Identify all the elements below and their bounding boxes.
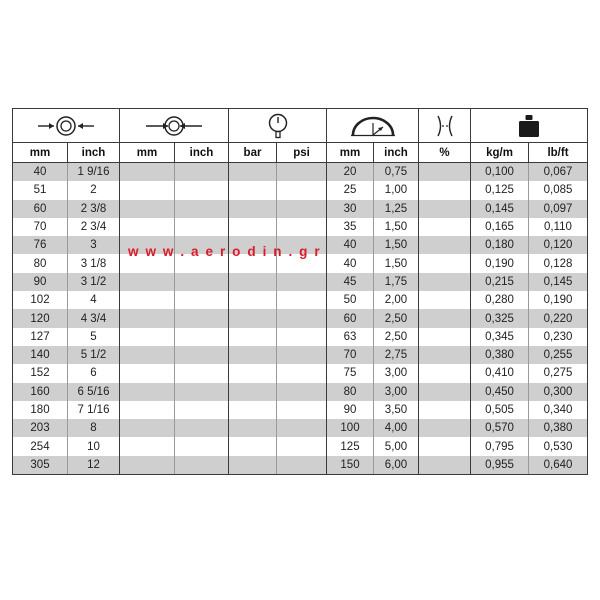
header-od-inch: inch: [68, 143, 120, 162]
cell-od-mm: 76: [13, 236, 68, 254]
cell-weight-lbft: 0,275: [543, 367, 573, 380]
header-vacuum-percent: %: [419, 143, 471, 162]
cell-id-mm: [120, 273, 175, 291]
cell-od-inch: 3 1/8: [68, 254, 120, 272]
cell-weight-kgm: 0,180: [471, 236, 529, 254]
cell-weight-kgm: 0,125: [471, 181, 529, 199]
cell-id-mm: [120, 437, 175, 455]
cell-radius-mm: 80: [327, 383, 374, 401]
cell-radius-inch: 3,00: [374, 383, 419, 401]
cell-pressure-bar: [229, 383, 277, 401]
table-row: [13, 309, 587, 327]
cell-radius-mm: 60: [327, 309, 374, 327]
cell-od-mm: 127: [13, 328, 68, 346]
header-pressure-bar: bar: [229, 143, 277, 162]
cell-od-mm: 140: [13, 346, 68, 364]
cell-radius-mm: 25: [327, 181, 374, 199]
cell-pressure-psi: [277, 291, 327, 309]
cell-weight-kgm: 0,410: [471, 364, 529, 382]
cell-pressure-psi: [277, 181, 327, 199]
header-pressure-psi: psi: [277, 143, 327, 162]
cell-pressure-psi: [277, 273, 327, 291]
cell-weight-lbft: 0,128: [543, 257, 573, 270]
pressure-gauge-icon: [229, 109, 327, 142]
cell-id-mm: [120, 328, 175, 346]
table-row: [13, 401, 587, 419]
cell-vacuum-percent: [419, 254, 471, 272]
cell-weight-kgm: 0,190: [471, 254, 529, 272]
cell-id-inch: [175, 273, 229, 291]
cell-radius-inch: 4,00: [374, 419, 419, 437]
cell-weight-kgm: 0,165: [471, 218, 529, 236]
cell-id-inch: [175, 181, 229, 199]
cell-pressure-psi: [277, 200, 327, 218]
cell-od-inch: 3: [68, 236, 120, 254]
cell-vacuum-percent: [419, 218, 471, 236]
cell-id-inch: [175, 419, 229, 437]
cell-radius-mm: 35: [327, 218, 374, 236]
cell-radius-mm: 125: [327, 437, 374, 455]
cell-id-inch: [175, 346, 229, 364]
cell-id-mm: [120, 383, 175, 401]
cell-weight-kgm: 0,145: [471, 200, 529, 218]
cell-vacuum-percent: [419, 401, 471, 419]
cell-id-inch: [175, 328, 229, 346]
cell-weight-kgm: 0,955: [471, 456, 529, 474]
cell-radius-inch: 1,50: [374, 218, 419, 236]
cell-od-mm: 40: [13, 163, 68, 181]
cell-od-mm: 160: [13, 383, 68, 401]
table-row: [13, 181, 587, 199]
header-id-inch: inch: [175, 143, 229, 162]
cell-vacuum-percent: [419, 346, 471, 364]
cell-od-inch: 7 1/16: [68, 401, 120, 419]
cell-id-inch: [175, 309, 229, 327]
cell-od-mm: 120: [13, 309, 68, 327]
cell-radius-inch: 1,50: [374, 236, 419, 254]
icon-header-row: [13, 109, 587, 143]
cell-id-mm: [120, 291, 175, 309]
cell-od-inch: 6: [68, 364, 120, 382]
header-od-mm: mm: [13, 143, 68, 162]
cell-od-mm: 90: [13, 273, 68, 291]
cell-radius-inch: 2,75: [374, 346, 419, 364]
cell-weight-lbft: 0,145: [543, 275, 573, 288]
cell-weight-kgm: 0,450: [471, 383, 529, 401]
cell-vacuum-percent: [419, 328, 471, 346]
cell-od-mm: 254: [13, 437, 68, 455]
cell-radius-mm: 100: [327, 419, 374, 437]
cell-weight-lbft: 0,340: [543, 404, 573, 416]
cell-radius-inch: 1,75: [374, 273, 419, 291]
weight-icon: [471, 109, 587, 142]
cell-radius-inch: 2,00: [374, 291, 419, 309]
cell-id-inch: [175, 401, 229, 419]
cell-weight-lbft: 0,110: [544, 221, 572, 234]
cell-radius-inch: 0,75: [374, 163, 419, 181]
cell-vacuum-percent: [419, 236, 471, 254]
inner-diameter-icon: [120, 109, 229, 142]
cell-radius-inch: 1,50: [374, 254, 419, 272]
vacuum-icon: [419, 109, 471, 142]
cell-weight-kgm: 0,380: [471, 346, 529, 364]
cell-pressure-psi: [277, 163, 327, 181]
cell-pressure-psi: [277, 364, 327, 382]
cell-pressure-bar: [229, 291, 277, 309]
cell-radius-mm: 70: [327, 346, 374, 364]
cell-pressure-bar: [229, 309, 277, 327]
cell-id-inch: [175, 364, 229, 382]
cell-od-mm: 305: [13, 456, 68, 474]
cell-radius-inch: 3,50: [374, 401, 419, 419]
outer-diameter-icon: [13, 109, 120, 142]
cell-radius-inch: 2,50: [374, 328, 419, 346]
cell-vacuum-percent: [419, 163, 471, 181]
cell-radius-mm: 150: [327, 456, 374, 474]
cell-id-mm: [120, 181, 175, 199]
cell-id-inch: [175, 218, 229, 236]
cell-radius-mm: 45: [327, 273, 374, 291]
cell-pressure-bar: [229, 456, 277, 474]
header-weight-lbft: lb/ft: [547, 146, 569, 159]
table-row: [13, 364, 587, 382]
cell-pressure-bar: [229, 200, 277, 218]
cell-weight-kgm: 0,570: [471, 419, 529, 437]
cell-od-mm: 102: [13, 291, 68, 309]
cell-pressure-bar: [229, 401, 277, 419]
cell-weight-kgm: 0,345: [471, 328, 529, 346]
cell-weight-lbft: 0,640: [543, 458, 573, 471]
cell-radius-inch: 3,00: [374, 364, 419, 382]
cell-od-inch: 1 9/16: [68, 163, 120, 181]
cell-id-mm: [120, 364, 175, 382]
table-body: [13, 163, 587, 474]
cell-radius-inch: 6,00: [374, 456, 419, 474]
cell-id-mm: [120, 200, 175, 218]
cell-radius-mm: 75: [327, 364, 374, 382]
cell-radius-inch: 2,50: [374, 309, 419, 327]
cell-weight-kgm: 0,505: [471, 401, 529, 419]
cell-weight-lbft: 0,220: [543, 312, 573, 325]
cell-pressure-psi: [277, 309, 327, 327]
table-row: [13, 218, 587, 236]
header-id-mm: mm: [120, 143, 175, 162]
cell-weight-lbft: 0,190: [543, 294, 573, 307]
cell-id-inch: [175, 437, 229, 455]
cell-pressure-psi: [277, 437, 327, 455]
cell-weight-lbft: 0,230: [543, 330, 573, 343]
cell-pressure-bar: [229, 419, 277, 437]
cell-od-inch: 4: [68, 291, 120, 309]
cell-radius-mm: 50: [327, 291, 374, 309]
cell-weight-lbft: 0,255: [543, 349, 573, 362]
cell-weight-lbft: 0,380: [543, 422, 573, 435]
cell-od-inch: 5: [68, 328, 120, 346]
cell-od-inch: 3 1/2: [68, 273, 120, 291]
cell-weight-kgm: 0,215: [471, 273, 529, 291]
table-row: [13, 328, 587, 346]
cell-vacuum-percent: [419, 291, 471, 309]
cell-id-mm: [120, 419, 175, 437]
cell-vacuum-percent: [419, 364, 471, 382]
cell-od-mm: 152: [13, 364, 68, 382]
cell-weight-lbft: 0,530: [543, 440, 573, 453]
cell-id-mm: [120, 456, 175, 474]
cell-weight-kgm: 0,100: [471, 163, 529, 181]
cell-pressure-bar: [229, 181, 277, 199]
cell-od-inch: 10: [68, 437, 120, 455]
table-row: [13, 346, 587, 364]
cell-pressure-bar: [229, 346, 277, 364]
cell-id-mm: [120, 163, 175, 181]
cell-weight-kgm: 0,325: [471, 309, 529, 327]
cell-pressure-psi: [277, 383, 327, 401]
header-radius-mm: mm: [327, 143, 374, 162]
cell-pressure-bar: [229, 163, 277, 181]
cell-od-inch: 6 5/16: [68, 383, 120, 401]
table-row: [13, 437, 587, 455]
cell-od-mm: 51: [13, 181, 68, 199]
cell-od-inch: 4 3/4: [68, 309, 120, 327]
cell-vacuum-percent: [419, 456, 471, 474]
cell-pressure-psi: [277, 419, 327, 437]
cell-radius-mm: 63: [327, 328, 374, 346]
cell-weight-kgm: 0,795: [471, 437, 529, 455]
table-row: [13, 163, 587, 181]
bend-radius-icon: [327, 109, 419, 142]
cell-weight-lbft: 0,120: [543, 239, 573, 252]
cell-weight-lbft: 0,085: [543, 184, 573, 197]
cell-weight-lbft: 0,067: [543, 166, 573, 179]
cell-weight-kgm: 0,280: [471, 291, 529, 309]
table-row: [13, 383, 587, 401]
cell-od-inch: 2: [68, 181, 120, 199]
cell-vacuum-percent: [419, 200, 471, 218]
cell-vacuum-percent: [419, 273, 471, 291]
cell-radius-inch: 5,00: [374, 437, 419, 455]
cell-pressure-psi: [277, 328, 327, 346]
header-weight-kgm: kg/m: [471, 143, 529, 162]
cell-vacuum-percent: [419, 309, 471, 327]
cell-pressure-psi: [277, 218, 327, 236]
cell-vacuum-percent: [419, 419, 471, 437]
cell-id-mm: [120, 218, 175, 236]
table-row: [13, 419, 587, 437]
cell-radius-mm: 30: [327, 200, 374, 218]
cell-od-inch: 2 3/8: [68, 200, 120, 218]
cell-od-inch: 5 1/2: [68, 346, 120, 364]
cell-od-mm: 80: [13, 254, 68, 272]
cell-vacuum-percent: [419, 181, 471, 199]
cell-radius-inch: 1,25: [374, 200, 419, 218]
unit-header-row: [13, 143, 587, 163]
cell-pressure-bar: [229, 437, 277, 455]
table-row: [13, 456, 587, 474]
cell-vacuum-percent: [419, 437, 471, 455]
specification-table: [12, 108, 588, 475]
cell-od-inch: 12: [68, 456, 120, 474]
cell-pressure-bar: [229, 364, 277, 382]
cell-id-inch: [175, 383, 229, 401]
cell-radius-mm: 90: [327, 401, 374, 419]
cell-od-mm: 70: [13, 218, 68, 236]
table-row: [13, 200, 587, 218]
cell-id-inch: [175, 456, 229, 474]
header-radius-inch: inch: [374, 143, 419, 162]
cell-radius-mm: 40: [327, 254, 374, 272]
cell-pressure-bar: [229, 218, 277, 236]
cell-od-mm: 180: [13, 401, 68, 419]
cell-radius-inch: 1,00: [374, 181, 419, 199]
table-row: [13, 273, 587, 291]
cell-od-inch: 8: [68, 419, 120, 437]
cell-od-mm: 203: [13, 419, 68, 437]
cell-pressure-psi: [277, 401, 327, 419]
cell-pressure-psi: [277, 346, 327, 364]
cell-pressure-bar: [229, 328, 277, 346]
cell-radius-mm: 20: [327, 163, 374, 181]
cell-id-inch: [175, 163, 229, 181]
cell-od-mm: 60: [13, 200, 68, 218]
table-row: [13, 291, 587, 309]
cell-od-inch: 2 3/4: [68, 218, 120, 236]
cell-pressure-psi: [277, 456, 327, 474]
cell-radius-mm: 40: [327, 236, 374, 254]
cell-id-inch: [175, 200, 229, 218]
cell-id-mm: [120, 346, 175, 364]
cell-vacuum-percent: [419, 383, 471, 401]
cell-id-mm: [120, 401, 175, 419]
cell-weight-lbft: 0,097: [543, 202, 573, 215]
cell-id-inch: [175, 291, 229, 309]
cell-weight-lbft: 0,300: [543, 385, 573, 398]
cell-id-mm: [120, 309, 175, 327]
watermark-url: w w w . a e r o d i n . g r: [128, 244, 322, 259]
cell-pressure-bar: [229, 273, 277, 291]
